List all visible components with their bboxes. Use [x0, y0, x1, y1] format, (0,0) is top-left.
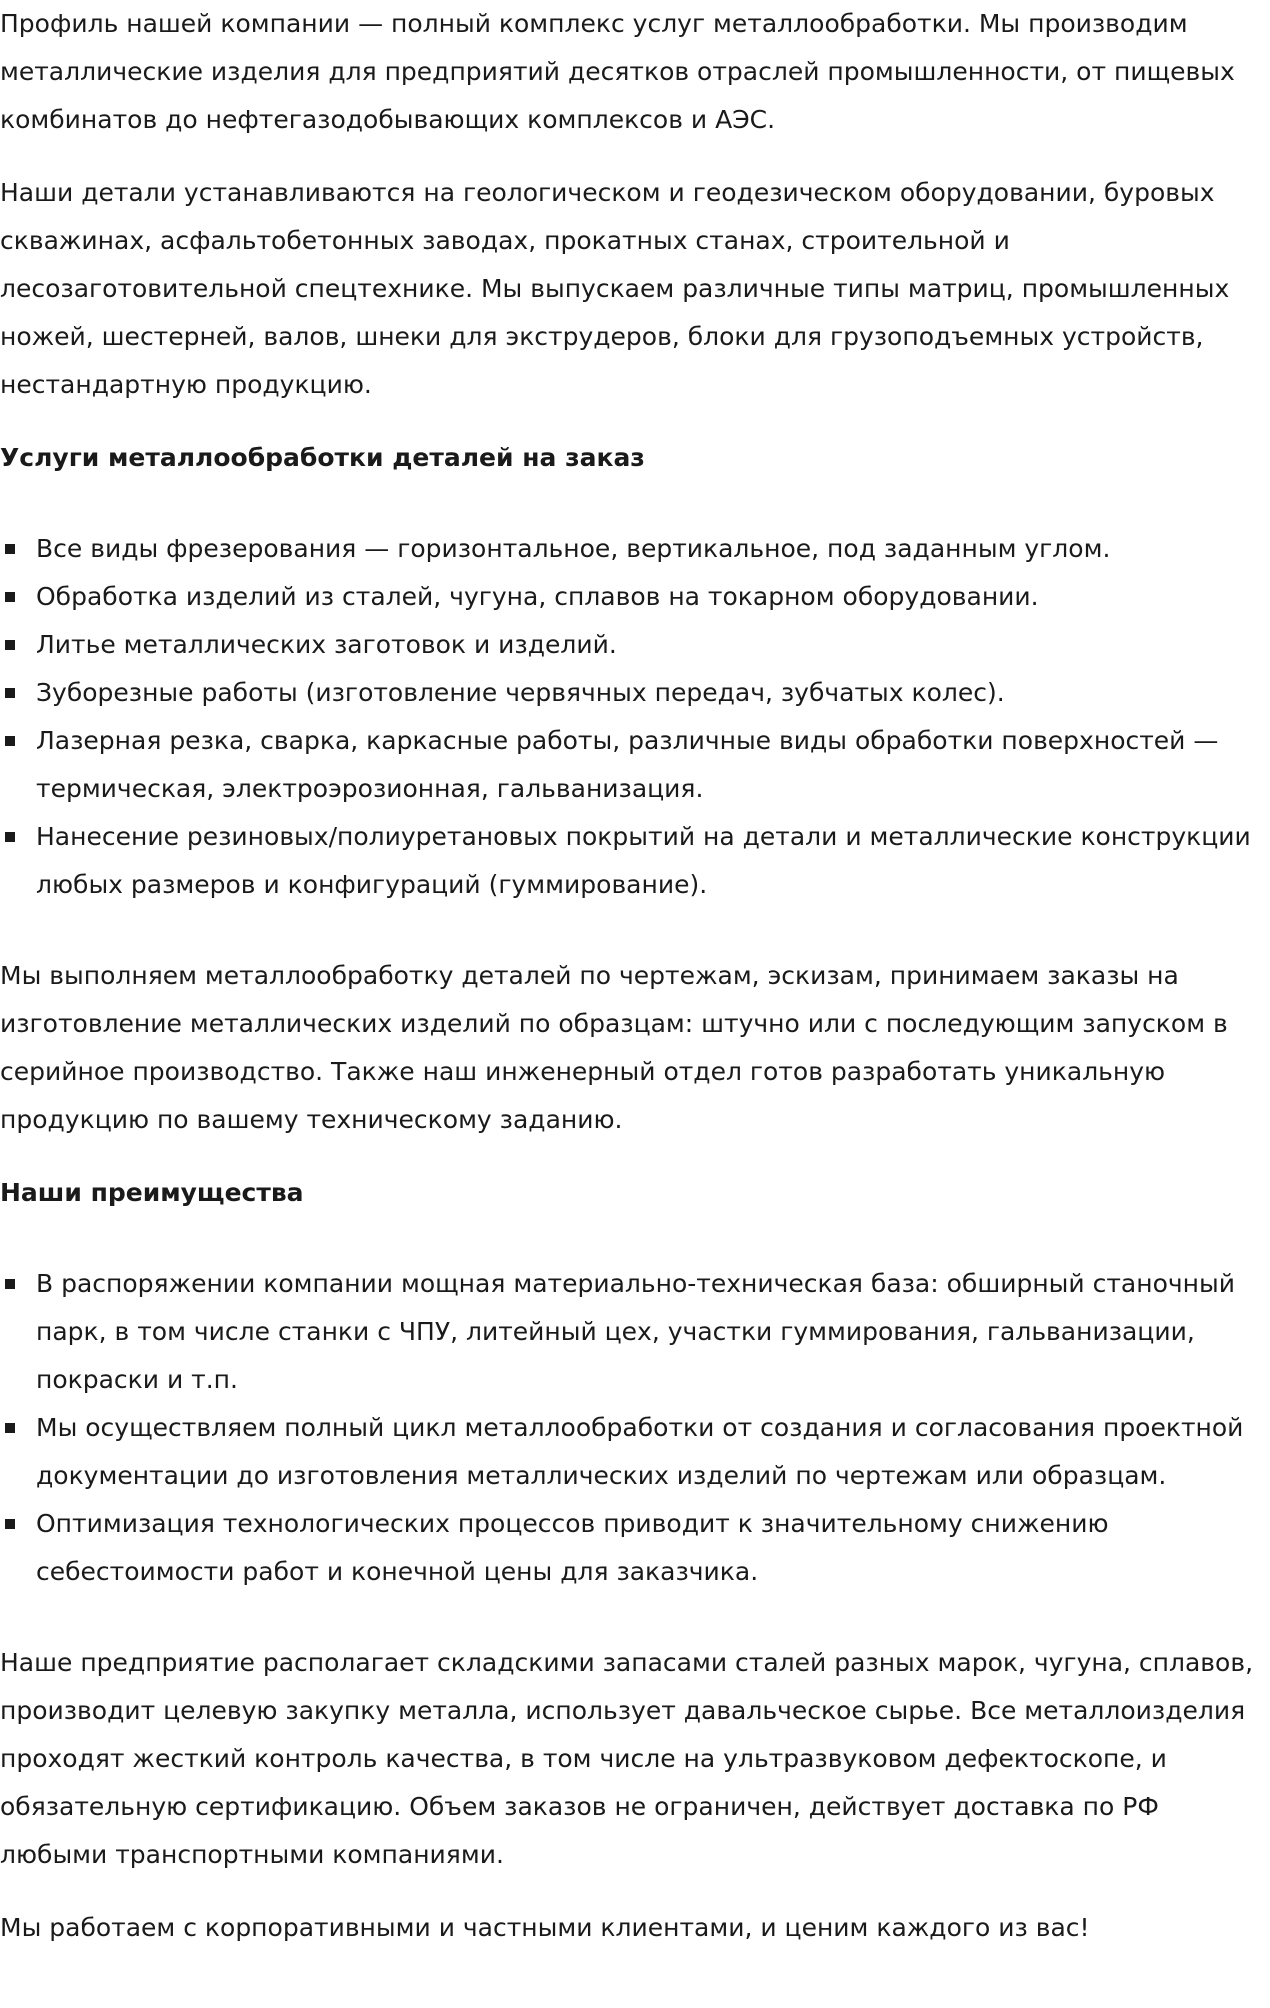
- advantages-heading: Наши преимущества: [0, 1178, 304, 1207]
- bullet-icon: [5, 1279, 15, 1289]
- list-item: [0, 1260, 1270, 1404]
- bullet-icon: [5, 1423, 15, 1433]
- bullet-icon: [5, 832, 15, 842]
- bullet-icon: [5, 688, 15, 698]
- intro-paragraph: Наши детали устанавливаются на геологическом и геодезическом оборудовании, буровых скважинах, асфальтобетонных заводах, прокатных станах, строительной и лесозаготовительной спецтехнике. Мы выпускаем различные типы матриц, промышленных ножей, шестерней, валов, шнеки для экструдеров, блоки для грузоподъемных устройств, нестандартную продукцию.: [0, 178, 1230, 399]
- bullet-icon: [5, 1519, 15, 1529]
- closing-paragraph: Мы работаем с корпоративными и частными клиентами, и ценим каждого из вас!: [0, 1913, 1090, 1942]
- list-item-text: В распоряжении компании мощная материально-техническая база: обширный станочный парк, в том числе станки с ЧПУ, литейный цех, участки гуммирования, гальванизации, покраски и т.п.: [36, 1269, 1235, 1394]
- list-item: [0, 669, 1270, 717]
- list-item-text: Лазерная резка, сварка, каркасные работы, различные виды обработки поверхностей — термическая, электроэрозионная, гальванизация.: [36, 726, 1219, 803]
- intro-paragraph: Профиль нашей компании — полный комплекс услуг металлообработки. Мы производим металлические изделия для предприятий десятков отраслей промышленности, от пищевых комбинатов до нефтегазодобывающих комплексов и АЭС.: [0, 9, 1235, 134]
- bullet-icon: [5, 640, 15, 650]
- bullet-icon: [5, 544, 15, 554]
- list-item: [0, 1500, 1270, 1596]
- stock-paragraph: Наше предприятие располагает складскими запасами сталей разных марок, чугуна, сплавов, производит целевую закупку металла, использует давальческое сырье. Все металлоизделия проходят жесткий контроль качества, в том числе на ультразвуковом дефектоскопе, и обязательную сертификацию. Объем заказов не ограничен, действует доставка по РФ любыми транспортными компаниями.: [0, 1648, 1254, 1869]
- list-item-text: Зуборезные работы (изготовление червячных передач, зубчатых колес).: [36, 678, 1005, 707]
- list-item: [0, 1404, 1270, 1500]
- list-item: [0, 525, 1270, 573]
- list-item-text: Нанесение резиновых/полиуретановых покрытий на детали и металлические конструкции любых размеров и конфигураций (гуммирование).: [36, 822, 1251, 899]
- orders-paragraph: Мы выполняем металлообработку деталей по чертежам, эскизам, принимаем заказы на изготовление металлических изделий по образцам: штучно или с последующим запуском в серийное производство. Также наш инженерный отдел готов разработать уникальную продукцию по вашему техническому заданию.: [0, 961, 1228, 1134]
- services-list: [0, 525, 1270, 909]
- advantages-list: [0, 1260, 1270, 1596]
- list-item-text: Оптимизация технологических процессов приводит к значительному снижению себестоимости работ и конечной цены для заказчика.: [36, 1509, 1109, 1586]
- list-item: [0, 813, 1270, 909]
- list-item-text: Литье металлических заготовок и изделий.: [36, 630, 617, 659]
- list-item-text: Все виды фрезерования — горизонтальное, вертикальное, под заданным углом.: [36, 534, 1111, 563]
- list-item: [0, 717, 1270, 813]
- list-item: [0, 621, 1270, 669]
- list-item-text: Мы осуществляем полный цикл металлообработки от создания и согласования проектной документации до изготовления металлических изделий по чертежам или образцам.: [36, 1413, 1244, 1490]
- list-item: [0, 573, 1270, 621]
- bullet-icon: [5, 592, 15, 602]
- bullet-icon: [5, 736, 15, 746]
- services-heading: Услуги металлообработки деталей на заказ: [0, 443, 645, 472]
- list-item-text: Обработка изделий из сталей, чугуна, сплавов на токарном оборудовании.: [36, 582, 1039, 611]
